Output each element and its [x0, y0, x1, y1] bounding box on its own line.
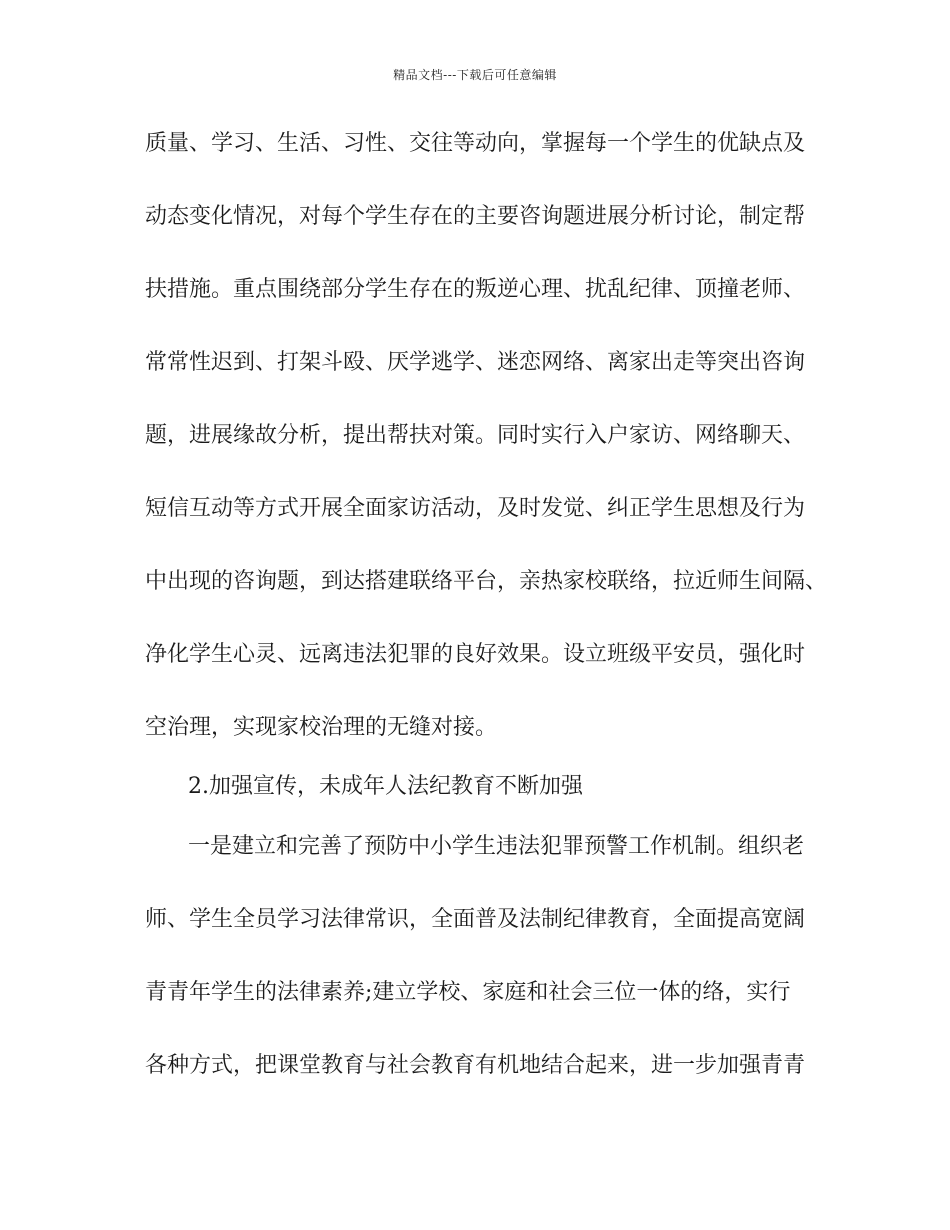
body-line: 空治理，实现家校治理的无缝对接。	[145, 715, 498, 740]
body-line: 师、学生全员学习法律常识，全面普及法制纪律教育，全面提高宽阔	[145, 907, 806, 932]
body-line: 中出现的咨询题，到达搭建联络平台，亲热家校联络，拉近师生间隔、	[145, 569, 828, 594]
page-header: 精品文档---下载后可任意编辑	[393, 68, 557, 82]
body-line: 扶措施。重点围绕部分学生存在的叛逆心理、扰乱纪律、顶撞老师、	[145, 277, 806, 302]
body-line: 短信互动等方式开展全面家访活动，及时发觉、纠正学生思想及行为	[145, 496, 806, 521]
body-line: 各种方式，把课堂教育与社会教育有机地结合起来，进一步加强青青	[145, 1053, 806, 1078]
body-line: 青青年学生的法律素养;建立学校、家庭和社会三位一体的络，实行	[145, 980, 791, 1005]
body-line: 常常性迟到、打架斗殴、厌学逃学、迷恋网络、离家出走等突出咨询	[145, 350, 806, 375]
paragraph-first-line: 一是建立和完善了预防中小学生违法犯罪预警工作机制。组织老	[188, 834, 805, 859]
section-heading: 2.加强宣传，未成年人法纪教育不断加强	[188, 774, 583, 799]
body-line: 动态变化情况，对每个学生存在的主要咨询题进展分析讨论，制定帮	[145, 204, 806, 229]
body-line: 质量、学习、生活、习性、交往等动向，掌握每一个学生的优缺点及	[145, 131, 806, 156]
body-line: 净化学生心灵、远离违法犯罪的良好效果。设立班级平安员，强化时	[145, 642, 806, 667]
body-line: 题，进展缘故分析，提出帮扶对策。同时实行入户家访、网络聊天、	[145, 423, 806, 448]
